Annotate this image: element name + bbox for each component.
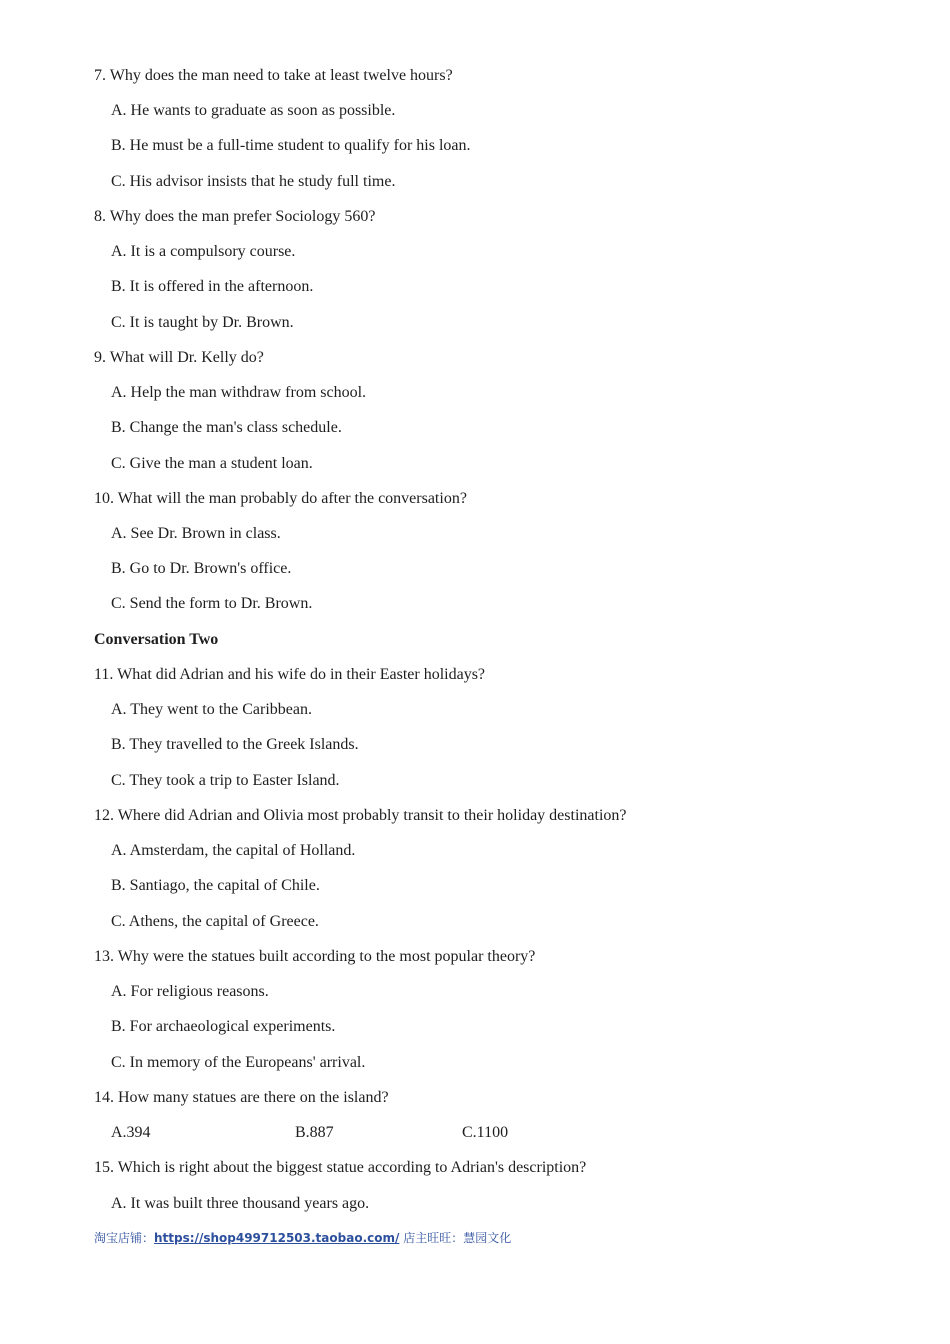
question-12-stem: 12. Where did Adrian and Olivia most probably transit to their holiday destination? [94, 807, 627, 824]
question-9-option-b: B. Change the man's class schedule. [111, 419, 342, 436]
section-heading: Conversation Two [94, 631, 219, 648]
question-8-stem: 8. Why does the man prefer Sociology 560? [94, 208, 376, 225]
footer-shop-label: 淘宝店铺： [94, 1231, 155, 1245]
question-14-option-c: C.1100 [462, 1124, 509, 1141]
shop-link[interactable]: https://shop499712503.taobao.com/ [154, 1231, 400, 1245]
question-10-option-a: A. See Dr. Brown in class. [111, 525, 281, 542]
question-8-option-a: A. It is a compulsory course. [111, 243, 296, 260]
question-8-option-b: B. It is offered in the afternoon. [111, 278, 314, 295]
question-11-option-a: A. They went to the Caribbean. [111, 701, 312, 718]
footer [94, 1230, 511, 1246]
question-7-option-c: C. His advisor insists that he study full time. [111, 173, 396, 190]
question-11-option-c: C. They took a trip to Easter Island. [111, 772, 340, 789]
question-13-option-c: C. In memory of the Europeans' arrival. [111, 1054, 366, 1071]
footer-owner-label: 店主旺旺：慧园文化 [399, 1231, 512, 1245]
question-9-option-c: C. Give the man a student loan. [111, 455, 313, 472]
question-7-option-a: A. He wants to graduate as soon as possible. [111, 102, 396, 119]
question-10-stem: 10. What will the man probably do after the conversation? [94, 490, 467, 507]
question-13-option-a: A. For religious reasons. [111, 983, 269, 1000]
question-10-option-b: B. Go to Dr. Brown's office. [111, 560, 292, 577]
question-11-stem: 11. What did Adrian and his wife do in their Easter holidays? [94, 666, 486, 683]
question-8-option-c: C. It is taught by Dr. Brown. [111, 314, 294, 331]
question-15-option-a: A. It was built three thousand years ago. [111, 1195, 370, 1212]
question-10-option-c: C. Send the form to Dr. Brown. [111, 595, 313, 612]
question-9-stem: 9. What will Dr. Kelly do? [94, 349, 264, 366]
question-15-stem: 15. Which is right about the biggest statue according to Adrian's description? [94, 1159, 587, 1176]
question-11-option-b: B. They travelled to the Greek Islands. [111, 736, 359, 753]
question-12-option-b: B. Santiago, the capital of Chile. [111, 877, 320, 894]
question-12-option-a: A. Amsterdam, the capital of Holland. [111, 842, 356, 859]
question-7-stem: 7. Why does the man need to take at least twelve hours? [94, 67, 453, 84]
question-14-option-b: B.887 [295, 1124, 334, 1141]
question-13-stem: 13. Why were the statues built according to the most popular theory? [94, 948, 536, 965]
question-7-option-b: B. He must be a full-time student to qualify for his loan. [111, 137, 471, 154]
question-14-option-a: A.394 [111, 1124, 151, 1141]
question-14-stem: 14. How many statues are there on the island? [94, 1089, 389, 1106]
question-9-option-a: A. Help the man withdraw from school. [111, 384, 367, 401]
question-12-option-c: C. Athens, the capital of Greece. [111, 913, 319, 930]
question-13-option-b: B. For archaeological experiments. [111, 1018, 336, 1035]
